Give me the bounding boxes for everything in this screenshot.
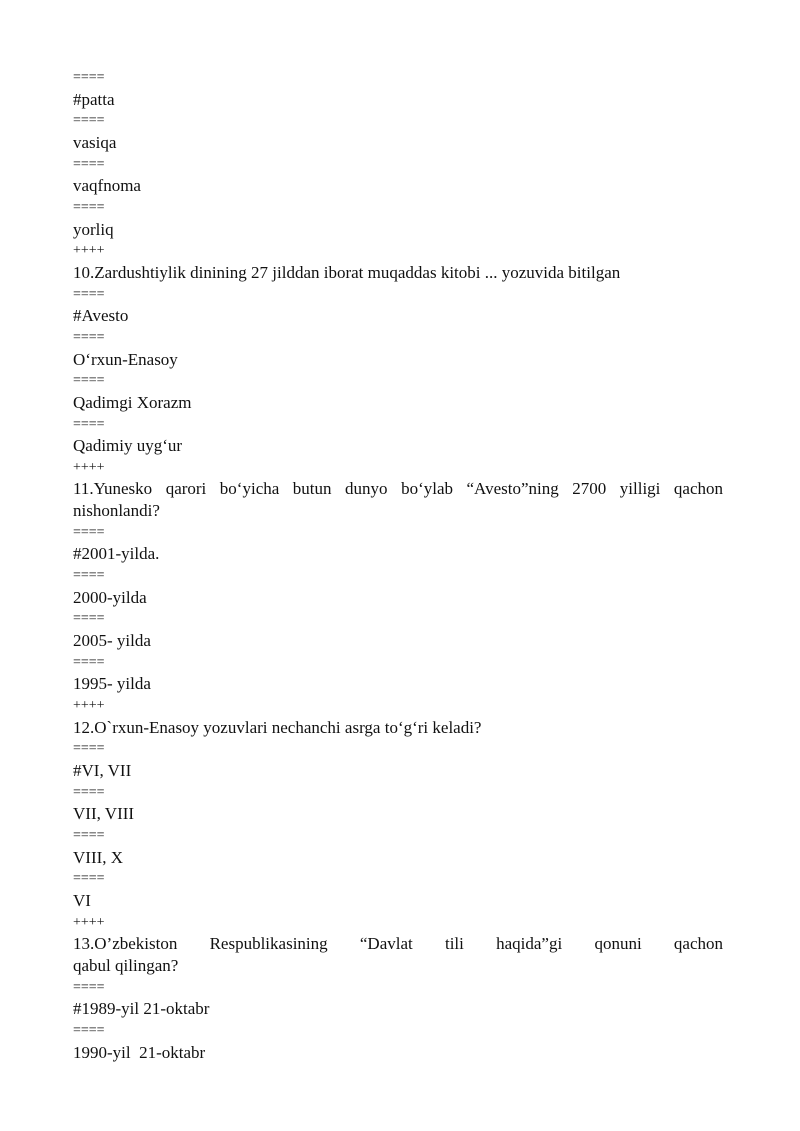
- question-separator: ++++: [73, 698, 105, 714]
- answer-option: Qadimiy uyg‘ur: [73, 436, 183, 456]
- question-separator: ++++: [73, 243, 105, 259]
- correct-answer: #patta: [73, 89, 115, 109]
- separator: ====: [73, 70, 105, 85]
- question-12: 12.O`rxun-Enasoy yozuvlari nechanchi asrga to‘g‘ri keladi?: [73, 717, 482, 737]
- correct-answer: #1989-yil 21-oktabr: [73, 999, 210, 1019]
- question-13: [73, 933, 723, 976]
- separator: ====: [73, 329, 105, 345]
- answer-option: 2005- yilda: [73, 631, 151, 651]
- answer-option: 1990-yil 21-oktabr: [73, 1042, 206, 1062]
- question-11: [73, 478, 723, 521]
- answer-option: 1995- yilda: [73, 674, 151, 694]
- separator: ====: [73, 113, 105, 129]
- document-body: [73, 67, 723, 1063]
- correct-answer: #Avesto: [73, 306, 129, 326]
- separator: ====: [73, 741, 105, 757]
- correct-answer: #2001-yilda.: [73, 544, 160, 564]
- answer-option: VI: [73, 890, 91, 910]
- separator: ====: [73, 871, 105, 887]
- separator: ====: [73, 416, 105, 432]
- separator: ====: [73, 524, 105, 540]
- separator: ====: [73, 373, 105, 389]
- answer-option: 2000-yilda: [73, 587, 147, 607]
- answer-option: VII, VIII: [73, 804, 135, 824]
- question-11-line-2: nishonlandi?: [73, 501, 160, 521]
- answer-option: VIII, X: [73, 847, 124, 867]
- separator: ====: [73, 979, 105, 995]
- question-13-line-1: 13.O’zbekiston Respublikasining “Davlat tili haqida”gi qonuni qachon: [73, 934, 723, 954]
- answer-option: Qadimgi Xorazm: [73, 392, 192, 412]
- question-separator: ++++: [73, 459, 105, 475]
- separator: ====: [73, 156, 105, 172]
- answer-option: vaqfnoma: [73, 176, 141, 196]
- correct-answer: #VI, VII: [73, 761, 132, 780]
- answer-option: vasiqa: [73, 132, 117, 152]
- separator: ====: [73, 199, 105, 215]
- separator: ====: [73, 611, 105, 627]
- question-13-line-2: qabul qilingan?: [73, 955, 179, 975]
- question-10: 10.Zardushtiylik dinining 27 jilddan iborat muqaddas kitobi ... yozuvida bitilgan: [73, 262, 621, 282]
- question-separator: ++++: [73, 914, 105, 930]
- separator: ====: [73, 654, 105, 670]
- answer-option: yorliq: [73, 219, 114, 239]
- separator: ====: [73, 286, 105, 302]
- separator: ====: [73, 568, 105, 584]
- separator: ====: [73, 784, 105, 800]
- answer-option: O‘rxun-Enasoy: [73, 349, 178, 369]
- question-11-line-1: 11.Yunesko qarori bo‘yicha butun dunyo bo‘ylab “Avesto”ning 2700 yilligi qachon: [73, 479, 723, 499]
- separator: ====: [73, 1022, 105, 1038]
- separator: ====: [73, 827, 105, 843]
